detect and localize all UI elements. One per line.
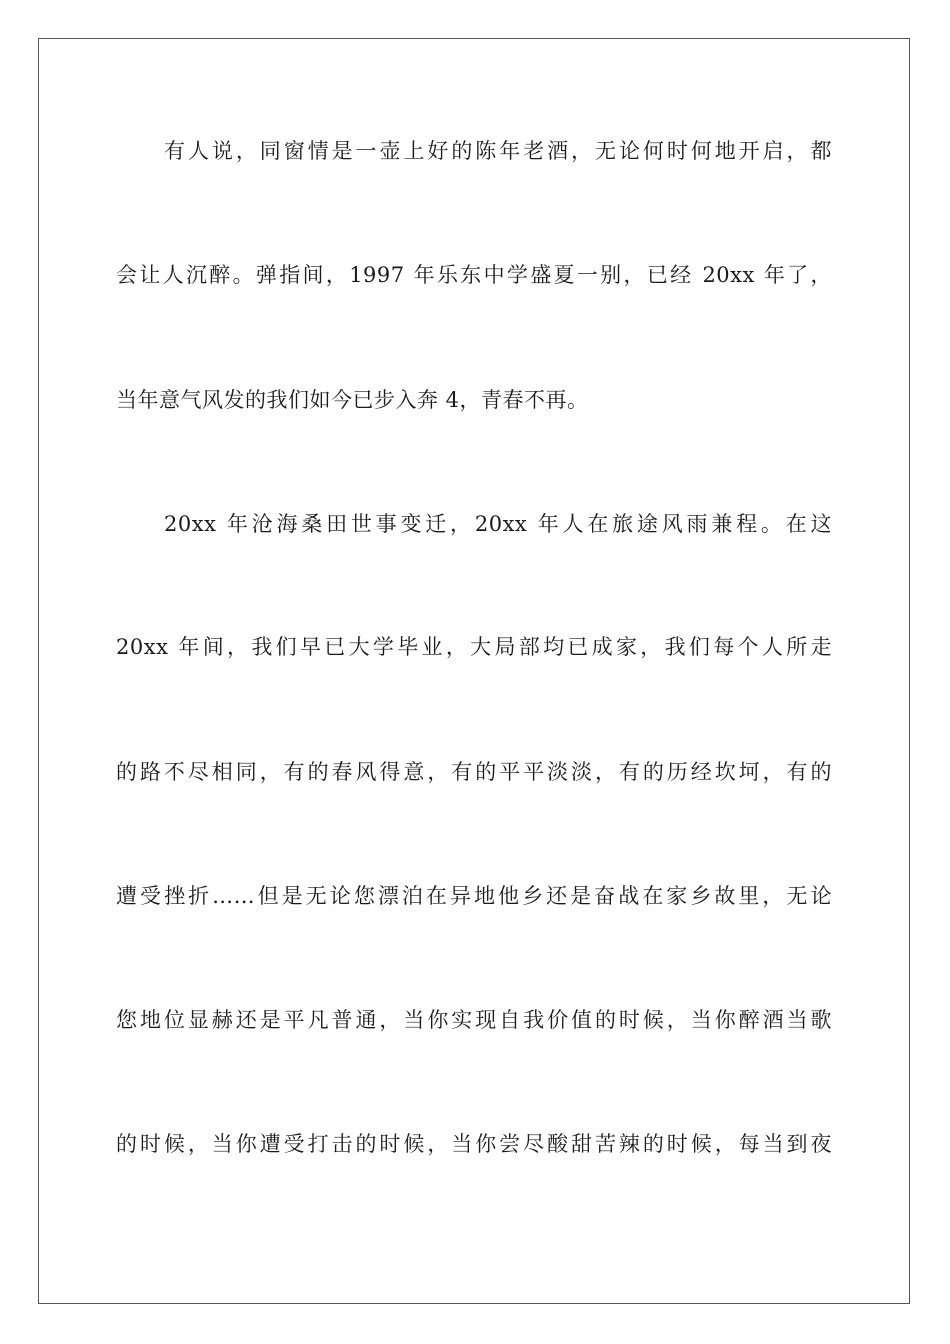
paragraph-2-line-5: 您地位显赫还是平凡普通，当你实现自我价值的时候，当你醉酒当歌 — [116, 1008, 832, 1032]
paragraph-2-line-4: 遭受挫折……但是无论您漂泊在异地他乡还是奋战在家乡故里，无论 — [116, 884, 832, 908]
paragraph-2-line-1: 20xx 年沧海桑田世事变迁，20xx 年人在旅途风雨兼程。在这 — [164, 512, 832, 536]
page-border — [38, 38, 910, 1304]
paragraph-1-line-2: 会让人沉醉。弹指间，1997 年乐东中学盛夏一别，已经 20xx 年了， — [116, 263, 832, 287]
paragraph-2-line-6: 的时候，当你遭受打击的时候，当你尝尽酸甜苦辣的时候，每当到夜 — [116, 1132, 832, 1156]
paragraph-1-line-1: 有人说，同窗情是一壶上好的陈年老酒，无论何时何地开启，都 — [164, 139, 832, 163]
paragraph-2-line-2: 20xx 年间，我们早已大学毕业，大局部均已成家，我们每个人所走 — [116, 635, 832, 659]
paragraph-1-line-3: 当年意气风发的我们如今已步入奔 4，青春不再。 — [116, 388, 589, 412]
paragraph-2-line-3: 的路不尽相同，有的春风得意，有的平平淡淡，有的历经坎坷，有的 — [116, 760, 832, 784]
